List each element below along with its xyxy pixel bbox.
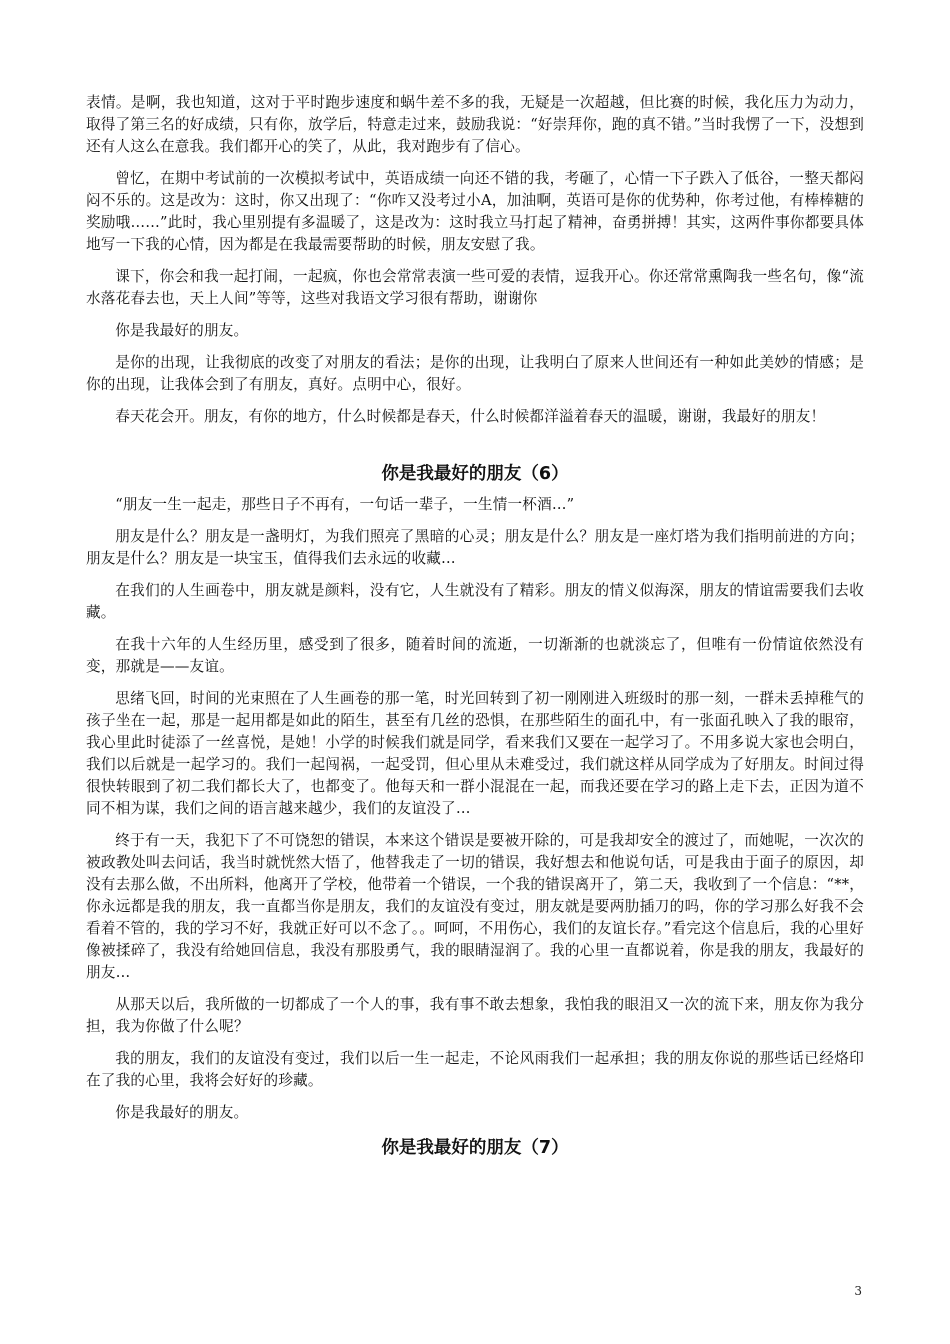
paragraph-s5-5: 是你的出现，让我彻底的改变了对朋友的看法；是你的出现，让我明白了原来人世间还有一种如此美妙的情感；是你的出现，让我体会到了有朋友，真好。点明中心，很好。: [86, 354, 864, 393]
section-title-6: 你是我最好的朋友（6）: [381, 464, 569, 484]
paragraph-s6-2: 朋友是什么？朋友是一盏明灯，为我们照亮了黑暗的心灵；朋友是什么？朋友是一座灯塔为我们指明前进的方向；朋友是什么？朋友是一块宝玉，值得我们去永远的收藏…: [86, 528, 864, 567]
paragraph-s6-9: 你是我最好的朋友。: [115, 1104, 249, 1121]
paragraph-s5-4: 你是我最好的朋友。: [115, 322, 249, 339]
paragraph-s6-8: 我的朋友，我们的友谊没有变过，我们以后一生一起走，不论风雨我们一起承担；我的朋友你说的那些话已经烙印在了我的心里，我将会好好的珍藏。: [86, 1050, 864, 1089]
paragraph-s6-1: “朋友一生一起走，那些日子不再有，一句话一辈子，一生情一杯酒…”: [115, 496, 575, 513]
paragraph-s5-3: 课下，你会和我一起打闹，一起疯，你也会常常表演一些可爱的表情，逗我开心。你还常常熏陶我一些名句，像“流水落花春去也，天上人间”等等，这些对我语文学习很有帮助，谢谢你: [86, 268, 864, 307]
paragraph-s6-5: 思绪飞回，时间的光束照在了人生画卷的那一笔，时光回转到了初一刚刚进入班级时的那一刻，一群未丢掉稚气的孩子坐在一起，那是一起用都是如此的陌生，甚至有几丝的恐惧，在那些陌生的面孔中，有一张面孔映入了我的眼帘，我心里此时徒添了一丝喜悦，是她！小学的时候我们就是同学，看来我们又要在一起学习了。不用多说大家也会明白，我们以后就是一起学习的。我们一起闯祸，一起受罚，但心里从未难受过，我们就这样从同学成为了好朋友。时间过得很快转眼到了初二我们都长大了，也都变了。他每天和一群小混混在一起，而我还要在学习的路上走下去，正因为道不同不相为谋，我们之间的语言越来越少，我们的友谊没了…: [86, 690, 864, 817]
page-number: 3: [854, 1284, 862, 1298]
section-title-7: 你是我最好的朋友（7）: [381, 1138, 569, 1158]
paragraph-s6-4: 在我十六年的人生经历里，感受到了很多，随着时间的流逝，一切渐渐的也就淡忘了，但唯有一份情谊依然没有变，那就是——友谊。: [86, 636, 864, 675]
paragraph-s5-2: 曾忆，在期中考试前的一次模拟考试中，英语成绩一向还不错的我，考砸了，心情一下子跌入了低谷，一整天都闷闷不乐的。这是改为：这时，你又出现了：“你咋又没考过小A，加油啊，英语可是你的优势种，你考过他，有棒棒糖的奖励哦……”此时，我心里别提有多温暖了，这是改为：这时我立马打起了精神，奋勇拼搏！其实，这两件事你都要具体地写一下我的心情，因为都是在我最需要帮助的时候，朋友安慰了我。: [86, 170, 864, 253]
paragraph-s6-7: 从那天以后，我所做的一切都成了一个人的事，我有事不敢去想象，我怕我的眼泪又一次的流下来，朋友你为我分担，我为你做了什么呢？: [86, 996, 864, 1035]
page-content: [86, 92, 864, 1162]
paragraph-s5-1: 表情。是啊，我也知道，这对于平时跑步速度和蜗牛差不多的我，无疑是一次超越，但比赛的时候，我化压力为动力，取得了第三名的好成绩，只有你，放学后，特意走过来，鼓励我说：“好崇拜你，跑的真不错。”当时我愣了一下，没想到还有人这么在意我。我们都开心的笑了，从此，我对跑步有了信心。: [86, 94, 864, 155]
paragraph-s6-6: 终于有一天，我犯下了不可饶恕的错误，本来这个错误是要被开除的，可是我却安全的渡过了，而她呢，一次次的被政教处叫去问话，我当时就恍然大悟了，他替我走了一切的错误，我好想去和他说句话，可是我由于面子的原因，却没有去那么做，不出所料，他离开了学校，他带着一个错误，一个我的错误离开了，第二天，我收到了一个信息：“**，你永远都是我的朋友，我一直都当你是朋友，我们的友谊没有变过，朋友就是要两肋插刀的吗，你的学习那么好我不会看着不管的，我的学习不好，我就正好可以不念了。。呵呵，不用伤心，我们的友谊长存。”看完这个信息后，我的心里好像被揉碎了，我没有给她回信息，我没有那股勇气，我的眼睛湿润了。我的心里一直都说着，你是我的朋友，我最好的朋友…: [86, 832, 864, 981]
paragraph-s6-3: 在我们的人生画卷中，朋友就是颜料，没有它，人生就没有了精彩。朋友的情义似海深，朋友的情谊需要我们去收藏。: [86, 582, 864, 621]
paragraph-s5-6: 春天花会开。朋友，有你的地方，什么时候都是春天，什么时候都洋溢着春天的温暖，谢谢，我最好的朋友！: [115, 408, 826, 425]
